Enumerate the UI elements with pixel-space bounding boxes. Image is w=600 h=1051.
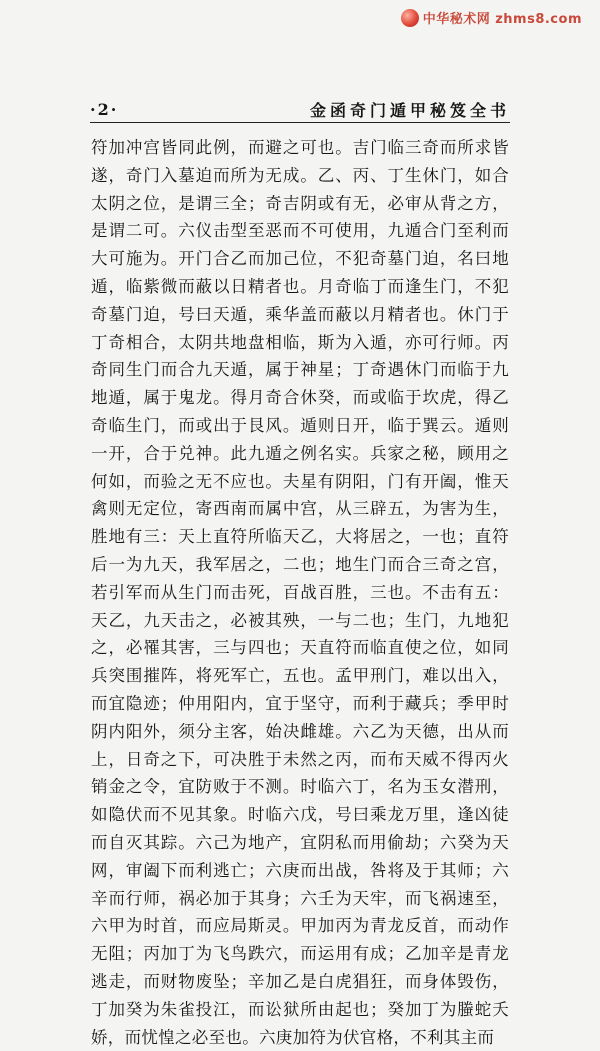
page-header <box>90 96 510 123</box>
taiji-logo-icon <box>401 9 419 27</box>
book-title: 金函奇门遁甲秘笈全书 <box>309 100 510 120</box>
body-paragraph: 符加冲宫皆同此例，而避之可也。吉门临三奇而所求皆遂，奇门入墓迫而所为无成。乙、丙、丁生休门，如合太阴之位，是谓三全；奇吉阴或有无，必审从背之方，是谓二可。六仪击型至恶而不可使用，九遁合门至利而大可施为。开门合乙而加己位，不犯奇墓门迫，名曰地遁，临紫微而蔽以日精者也。月奇临丁而逢生门，不犯奇墓门迫，号曰天遁，乘华盖而蔽以月精者也。休门于丁奇相合，太阴共地盘相临，斯为入遁，亦可行师。丙奇同生门而合九天遁，属于神星；丁奇遇休门而临于九地遁，属于鬼龙。得月奇合休癸，而或临于坎虎，得乙奇临生门，而或出于艮风。遁则日开，临于巽云。遁则一开，合于兑神。此九遁之例名实。兵家之秘，顾用之何如，而验之无不应也。夫星有阴阳，门有开阖，惟天禽则无定位，寄西南而属中宫，从三辟五，为害为生，胜地有三：天上直符所临天乙，大将居之，一也；直符后一为九天，我军居之，二也；地生门而合三奇之宫，若引军而从生门而击死，百战百胜，三也。不击有五：天乙，九天击之，必被其殃，一与二也；生门，九地犯之，必罹其害，三与四也；天直符而临直使之位，如同兵突围摧阵，将死军亡，五也。孟甲刑门，难以出入，而宜隐迹；仲用阳内，宜于坚守，而利于藏兵；季甲时阴内阳外，须分主客，始决雌雄。六乙为天德，出从而上，日奇之下，可决胜于未然之丙，而布天威不得丙火销金之令，宜防败于不测。时临六丁，名为玉女潜刑，如隐伏而不见其象。时临六戊，号曰乘龙万里，逢凶徒而自灭其踪。六己为地产，宜阴私而用偷劫；六癸为天网，审阖下而利逃亡；六庚而出战，咎将及于其师；六辛而行师，祸必加于其身；六壬为天牢，而飞祸速至，六甲为时首，而应局斯灵。甲加丙为青龙反首，而动作无阻；丙加丁为飞鸟跌穴，而运用有成；乙加辛是青龙逃走，而财物废坠；辛加乙是白虎猖狂，而身体毁伤，丁加癸为朱雀投江，而讼狱所由起也；癸加丁为螣蛇夭娇，而忧惶之必至也。六庚加符为伏官格，不利其主而 <box>91 138 509 1047</box>
page-number: ·2· <box>90 99 119 119</box>
watermark-text: 中华秘术网 zhms8.com <box>422 12 582 27</box>
watermark <box>401 8 582 27</box>
